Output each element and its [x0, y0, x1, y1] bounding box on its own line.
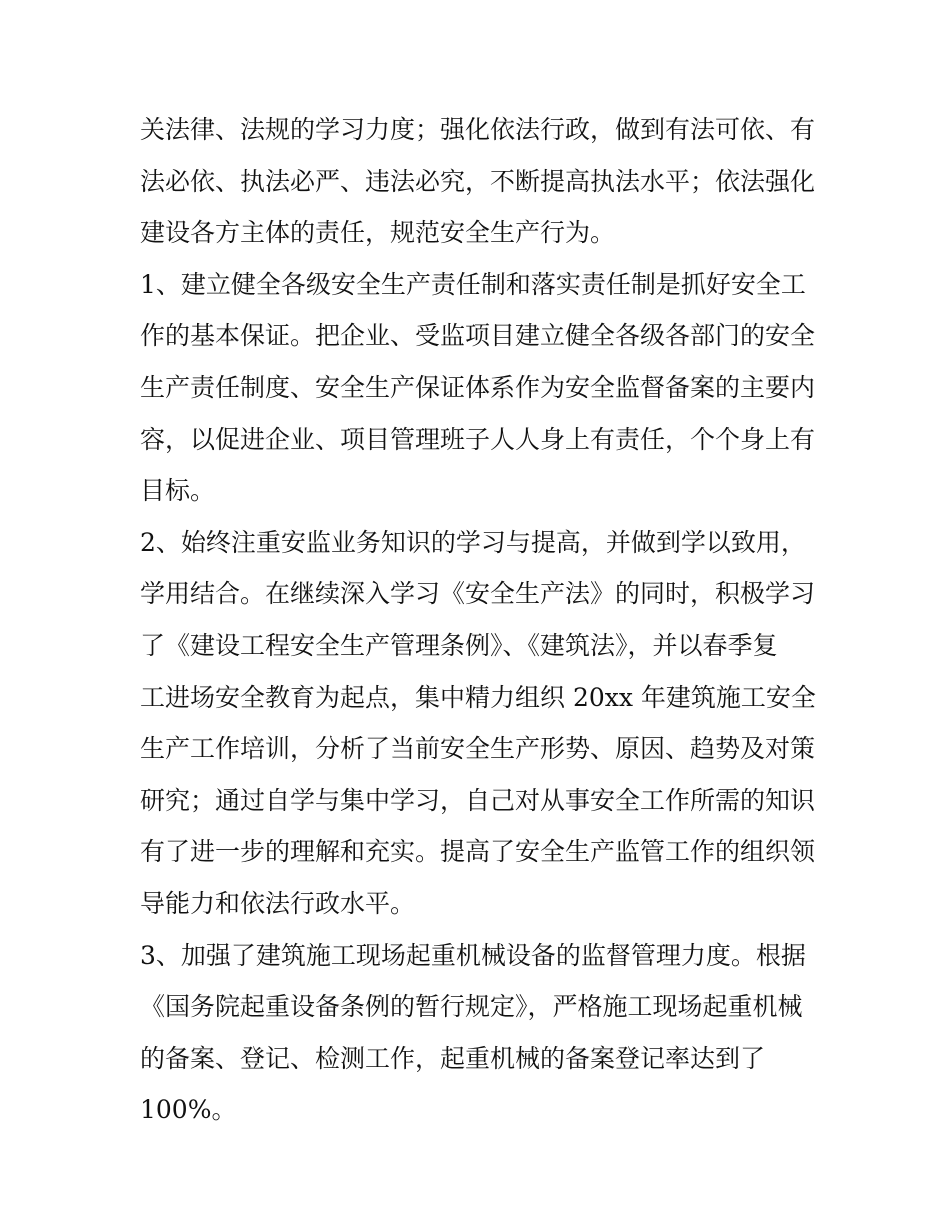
- text-line: 研究；通过自学与集中学习，自己对从事安全工作所需的知识: [140, 785, 816, 815]
- text-line: 生产责任制度、安全生产保证体系作为安全监督备案的主要内: [140, 372, 816, 402]
- text-line: 100%。: [140, 1095, 237, 1125]
- text-line: 有了进一步的理解和充实。提高了安全生产监管工作的组织领: [140, 837, 816, 867]
- text-line: 关法律、法规的学习力度；强化依法行政，做到有法可依、有: [140, 115, 816, 144]
- text-line: 3、加强了建筑施工现场起重机械设备的监督管理力度。根据: [140, 940, 806, 970]
- text-line: 导能力和依法行政水平。: [140, 888, 416, 918]
- text-line: 建设各方主体的责任，规范安全生产行为。: [140, 218, 616, 248]
- text-line: 容，以促进企业、项目管理班子人人身上有责任，个个身上有: [140, 424, 816, 454]
- document-body: [140, 110, 820, 1142]
- text-line: 学用结合。在继续深入学习《安全生产法》的同时，积极学习: [140, 579, 816, 609]
- text-line: 目标。: [140, 476, 216, 506]
- text-line: 2、始终注重安监业务知识的学习与提高，并做到学以致用，: [140, 527, 806, 557]
- text-line: 法必依、执法必严、违法必究，不断提高执法水平；依法强化: [140, 166, 816, 196]
- text-line: 《国务院起重设备条例的暂行规定》，严格施工现场起重机械: [140, 992, 803, 1022]
- text-line: 了《建设工程安全生产管理条例》、《建筑法》，并以春季复: [140, 630, 778, 660]
- text-line: 的备案、登记、检测工作，起重机械的备案登记率达到了: [140, 1043, 766, 1073]
- text-line: 生产工作培训，分析了当前安全生产形势、原因、趋势及对策: [140, 734, 816, 764]
- text-line: 工进场安全教育为起点，集中精力组织 20xx 年建筑施工安全: [140, 682, 816, 712]
- text-line: 1、建立健全各级安全生产责任制和落实责任制是抓好安全工: [140, 269, 806, 299]
- text-line: 作的基本保证。把企业、受监项目建立健全各级各部门的安全: [140, 321, 816, 351]
